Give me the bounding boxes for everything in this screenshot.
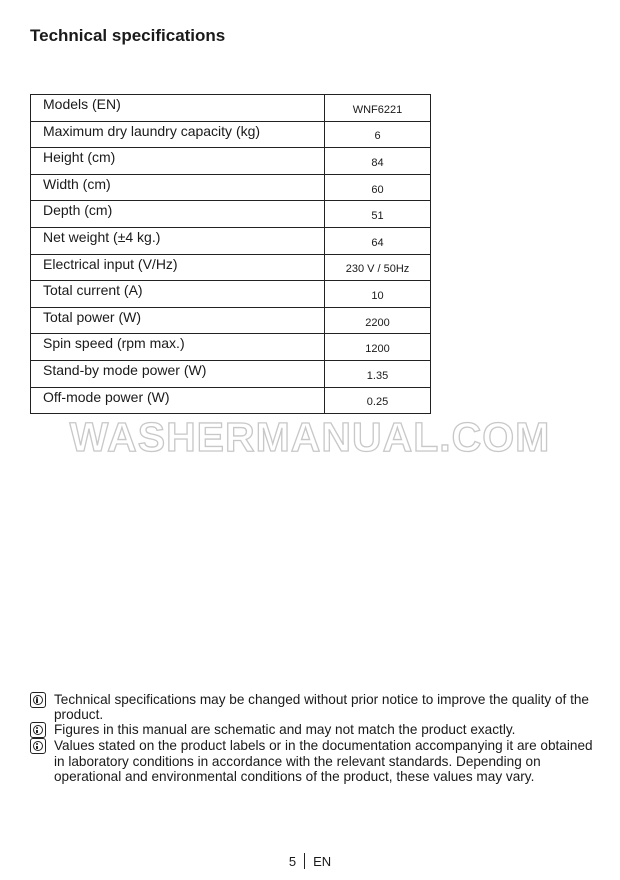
spec-label: Total power (W): [31, 307, 325, 334]
spec-label: Maximum dry laundry capacity (kg): [31, 121, 325, 148]
spec-label: Net weight (±4 kg.): [31, 227, 325, 254]
table-row: [31, 334, 431, 361]
notes-list: [30, 692, 600, 784]
spec-label: Total current (A): [31, 281, 325, 308]
spec-label: Models (EN): [31, 95, 325, 122]
page-number: 5: [288, 854, 297, 869]
table-row: [31, 254, 431, 281]
info-icon: [30, 738, 46, 754]
language-code: EN: [313, 854, 332, 869]
spec-value: 1200: [325, 334, 431, 361]
footer-divider: [304, 853, 305, 869]
note-item: [30, 738, 600, 784]
spec-value: 64: [325, 227, 431, 254]
spec-value: WNF6221: [325, 95, 431, 122]
spec-label: Width (cm): [31, 174, 325, 201]
spec-value: 10: [325, 281, 431, 308]
table-row: [31, 201, 431, 228]
table-row: [31, 227, 431, 254]
watermark: WASHERMANUAL.COM: [69, 414, 551, 460]
table-row: [31, 174, 431, 201]
note-item: [30, 722, 600, 738]
table-row: [31, 360, 431, 387]
note-text: Technical specifications may be changed without prior notice to improve the quality of the product.: [54, 692, 589, 723]
spec-value: 51: [325, 201, 431, 228]
spec-value: 60: [325, 174, 431, 201]
spec-value: 84: [325, 148, 431, 175]
spec-label: Spin speed (rpm max.): [31, 334, 325, 361]
table-row: [31, 387, 431, 414]
spec-value: 6: [325, 121, 431, 148]
note-text: Figures in this manual are schematic and may not match the product exactly.: [54, 722, 516, 738]
spec-label: Depth (cm): [31, 201, 325, 228]
info-icon: [30, 692, 46, 708]
info-icon: [30, 722, 46, 738]
note-text: Values stated on the product labels or in the documentation accompanying it are obtained in laboratory conditions in accordance with the relevant standards. Depending on operational and environmental conditions of the product, these values may vary.: [54, 738, 593, 784]
table-row: [31, 281, 431, 308]
table-row: [31, 95, 431, 122]
spec-label: Off-mode power (W): [31, 387, 325, 414]
specifications-table: [30, 94, 431, 414]
spec-label: Electrical input (V/Hz): [31, 254, 325, 281]
note-item: [30, 692, 600, 722]
spec-label: Height (cm): [31, 148, 325, 175]
spec-value: 0.25: [325, 387, 431, 414]
spec-label: Stand-by mode power (W): [31, 360, 325, 387]
table-row: [31, 307, 431, 334]
table-row: [31, 121, 431, 148]
page-footer: [0, 853, 620, 869]
table-row: [31, 148, 431, 175]
spec-value: 2200: [325, 307, 431, 334]
page-title: Technical specifications: [30, 26, 226, 45]
spec-value: 230 V / 50Hz: [325, 254, 431, 281]
spec-value: 1.35: [325, 360, 431, 387]
